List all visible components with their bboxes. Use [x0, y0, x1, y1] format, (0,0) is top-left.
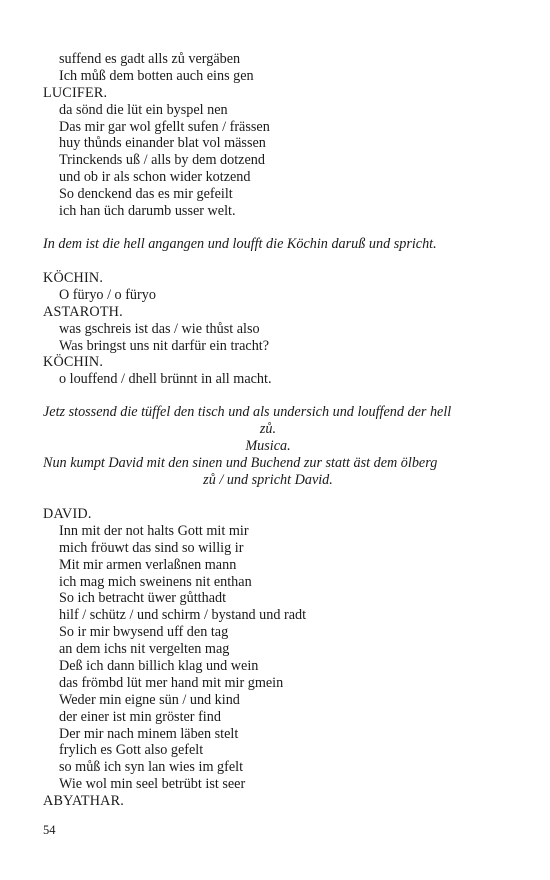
verse-line: so můß ich syn lan wies im gfelt [59, 759, 244, 776]
verse-line: Deß ich dann billich klag und wein [59, 658, 259, 675]
verse-line: Ich můß dem botten auch eins gen [59, 67, 254, 84]
speaker-name: ABYATHAR. [43, 793, 125, 810]
verse-line: So denckend das es mir gefeilt [59, 186, 233, 203]
stage-direction: Nun kumpt David mit den sinen und Buchend zur statt äst dem ölberg [43, 454, 438, 471]
speaker-name: DAVID. [43, 506, 92, 522]
verse-line: was gschreis ist das / wie thůst also [59, 320, 260, 337]
verse-line: da sönd die lüt ein byspel nen [59, 101, 228, 118]
verse-line: So ir mir bwysend uff den tag [59, 624, 229, 641]
speaker-name: KÖCHIN. [43, 270, 104, 286]
verse-line: und ob ir als schon wider kotzend [59, 169, 251, 186]
verse-line: huy thůnds einander blat vol mässen [59, 135, 266, 152]
verse-line: das frömbd lüt mer hand mit mir gmein [59, 674, 284, 691]
verse-line: Der mir nach minem läben stelt [59, 725, 239, 742]
verse-line: o louffend / dhell brünnt in all macht. [59, 371, 272, 388]
verse-line: Was bringst uns nit darfür ein tracht? [59, 337, 270, 354]
verse-line: hilf / schütz / und schirm / bystand und radt [59, 607, 307, 624]
stage-direction-centered: zů / und spricht David. [203, 471, 333, 488]
text-block-lucifer [43, 51, 493, 220]
verse-line: frylich es Gott also gefelt [59, 742, 204, 759]
stage-direction-centered: zů. [259, 420, 277, 437]
page-number: 54 [43, 823, 56, 837]
stage-direction-block [43, 236, 493, 253]
stage-direction: Jetz stossend die tüffel den tisch und als undersich und louffend der hell [43, 404, 452, 420]
verse-line: Das mir gar wol gfellt sufen / frässen [59, 118, 270, 135]
text-block-david [43, 506, 493, 810]
verse-line: ich mag mich sweinens nit enthan [59, 573, 252, 590]
stage-direction: In dem ist die hell angangen und loufft die Köchin daruß und spricht. [43, 236, 437, 252]
verse-line: Mit mir armen verlaßnen mann [59, 556, 237, 573]
verse-line: Weder min eigne sün / und kind [59, 691, 240, 708]
verse-line: der einer ist min gröster find [59, 708, 221, 725]
verse-line: mich fröuwt das sind so willig ir [59, 539, 244, 556]
verse-line: ich han üch darumb usser welt. [59, 203, 236, 220]
verse-line: an dem ichs nit vergelten mag [59, 641, 230, 658]
verse-line: Wie wol min seel betrübt ist seer [59, 776, 246, 793]
stage-direction-block [43, 404, 493, 488]
text-block-kochin [43, 270, 493, 388]
verse-line: Inn mit der not halts Gott mit mir [59, 522, 249, 539]
verse-line: O füryo / o füryo [59, 286, 156, 303]
verse-line: So ich betracht üwer gůtthadt [59, 590, 227, 607]
speaker-name: ASTAROTH. [43, 303, 123, 320]
speaker-name: KÖCHIN. [43, 354, 104, 371]
verse-line: Trinckends uß / alls by dem dotzend [59, 152, 265, 169]
speaker-name: LUCIFER. [43, 84, 108, 101]
music-cue: Musica. [245, 437, 291, 454]
verse-line: suffend es gadt alls zů vergäben [59, 51, 241, 67]
